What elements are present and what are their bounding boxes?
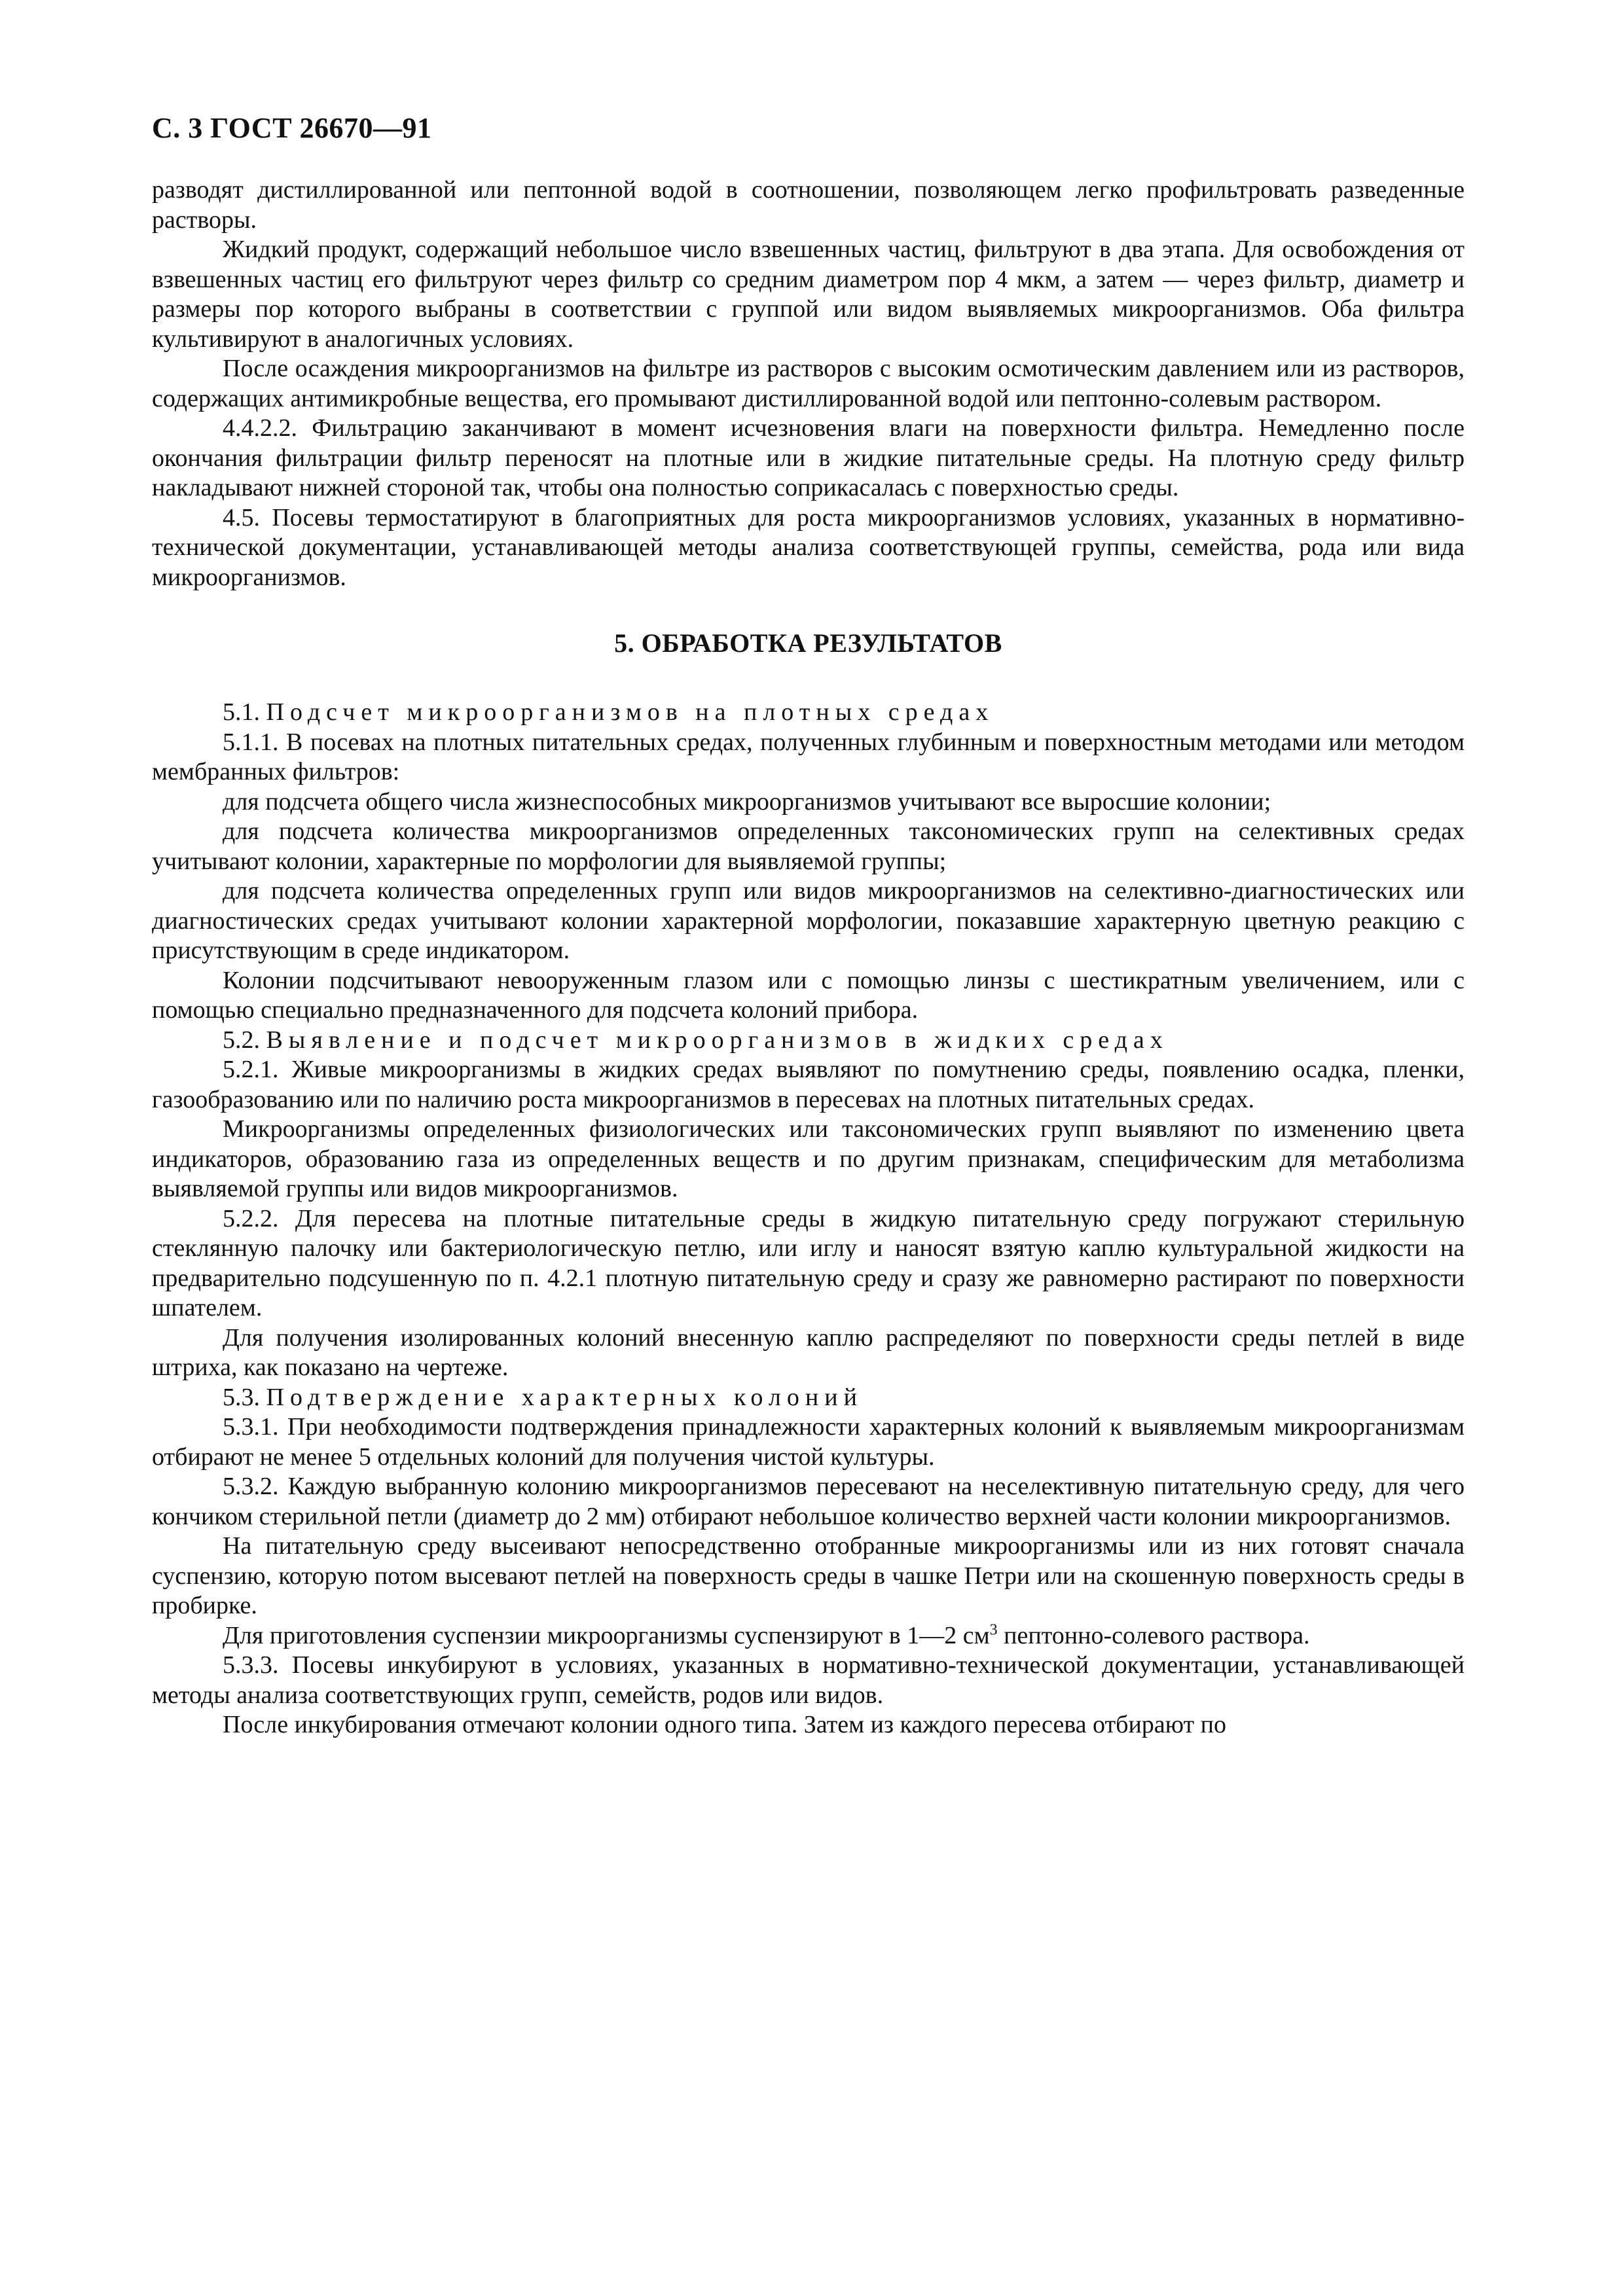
paragraph (152, 1621, 1465, 1651)
page-header: С. 3 ГОСТ 26670—91 (152, 112, 432, 144)
subsection-heading (152, 698, 1465, 728)
paragraph: 4.5. Посевы термостатируют в благоприятных для роста микроорганизмов условиях, указанных в нормативно-технической документации, устанавливающей методы анализа соответствующей группы, семейства, рода или вида микроорганизмов. (152, 503, 1465, 591)
superscript: 3 (989, 1621, 998, 1638)
subsection-number: 5.3. (223, 1383, 260, 1411)
subsection-number: 5.2. (223, 1026, 260, 1054)
paragraph: После осаждения микроорганизмов на фильтре из растворов с высоким осмотическим давлением или из растворов, содержащих антимикробные вещества, его промывают дистиллированной водой или пептонно-солевым раствором. (152, 355, 1465, 412)
section-heading: 5. ОБРАБОТКА РЕЗУЛЬТАТОВ (614, 628, 1002, 658)
paragraph: 5.3.2. Каждую выбранную колонию микроорганизмов пересевают на неселективную питательную среду, для чего кончиком стерильной петли (диаметр до 2 мм) отбирают небольшое количество верхней части колонии микроорганизмов. (152, 1473, 1465, 1530)
subsection-title: Выявление и подсчет микроорганизмов в жидких средах (266, 1026, 1169, 1054)
paragraph: 5.2.1. Живые микроорганизмы в жидких средах выявляют по помутнению среды, появлению осадка, пленки, газообразованию или по наличию роста микроорганизмов в пересевах на плотных питательных средах. (152, 1056, 1465, 1113)
paragraph: для подсчета количества определенных групп или видов микроорганизмов на селективно-диагностических или диагностических средах учитывают колонии характерной морфологии, показавшие характерную цветную реакцию с присутствующим в среде индикатором. (152, 877, 1465, 964)
paragraph-text: пептонно-солевого раствора. (997, 1621, 1310, 1649)
paragraph: для подсчета количества микроорганизмов определенных таксономических групп на селективных средах учитывают колонии, характерные по морфологии для выявляемой группы; (152, 817, 1465, 875)
paragraph: Для получения изолированных колоний внесенную каплю распределяют по поверхности среды петлей в виде штриха, как показано на чертеже. (152, 1323, 1465, 1381)
paragraph: для подсчета общего числа жизнеспособных микроорганизмов учитывают все выросшие колонии; (223, 787, 1271, 816)
subsection-heading (152, 1026, 1465, 1056)
subsection-heading (152, 1383, 1465, 1413)
paragraph: 5.1.1. В посевах на плотных питательных средах, полученных глубинным и поверхностным методами или методом мембранных фильтров: (152, 728, 1465, 785)
paragraph: После инкубирования отмечают колонии одного типа. Затем из каждого пересева отбирают по (223, 1711, 1226, 1738)
subsection-title: Подсчет микроорганизмов на плотных средах (266, 698, 994, 726)
paragraph: разводят дистиллированной или пептонной водой в соотношении, позволяющем легко профильтровать разведенные растворы. (152, 176, 1465, 234)
paragraph: На питательную среду высеивают непосредственно отобранные микроорганизмы или из них готовят сначала суспензию, которую потом высевают петлей на поверхность среды в чашке Петри или на скошенную поверхность среды в пробирке. (152, 1532, 1465, 1619)
paragraph: Колонии подсчитывают невооруженным глазом или с помощью линзы с шестикратным увеличением, или с помощью специально предназначенного для подсчета колоний прибора. (152, 966, 1465, 1024)
paragraph: Микроорганизмы определенных физиологических или таксономических групп выявляют по изменению цвета индикаторов, образованию газа из определенных веществ и по другим признакам, специфическим для метаболизма выявляемой группы или видов микроорганизмов. (152, 1115, 1465, 1202)
paragraph: 5.3.1. При необходимости подтверждения принадлежности характерных колоний к выявляемым микроорганизмам отбирают не менее 5 отдельных колоний для получения чистой культуры. (152, 1413, 1465, 1471)
paragraph: 4.4.2.2. Фильтрацию заканчивают в момент исчезновения влаги на поверхности фильтра. Немедленно после окончания фильтрации фильтр переносят на плотные или в жидкие питательные среды. На плотную среду фильтр накладывают нижней стороной так, чтобы она полностью соприкасалась с поверхностью среды. (152, 414, 1465, 501)
paragraph-text: Для приготовления суспензии микроорганизмы суспензируют в 1—2 см (223, 1621, 990, 1649)
subsection-title: Подтверждение характерных колоний (266, 1383, 863, 1411)
paragraph: 5.3.3. Посевы инкубируют в условиях, указанных в нормативно-технической документации, устанавливающей методы анализа соответствующих групп, семейств, родов или видов. (152, 1651, 1465, 1709)
subsection-number: 5.1. (223, 698, 260, 726)
document-body (152, 175, 1465, 1740)
paragraph: 5.2.2. Для пересева на плотные питательные среды в жидкую питательную среду погружают стерильную стеклянную палочку или бактериологическую петлю, или иглу и наносят взятую каплю культуральной жидкости на предварительно подсушенную по п. 4.2.1 плотную питательную среду и сразу же равномерно растирают по поверхности шпателем. (152, 1204, 1465, 1321)
paragraph: Жидкий продукт, содержащий небольшое число взвешенных частиц, фильтруют в два этапа. Для освобождения от взвешенных частиц его фильтруют через фильтр со средним диаметром пор 4 мкм, а затем — через фильтр, диаметр и размеры пор которого выбраны в соответствии с группой или видом выявляемых микроорганизмов. Оба фильтра культивируют в аналогичных условиях. (152, 236, 1465, 353)
